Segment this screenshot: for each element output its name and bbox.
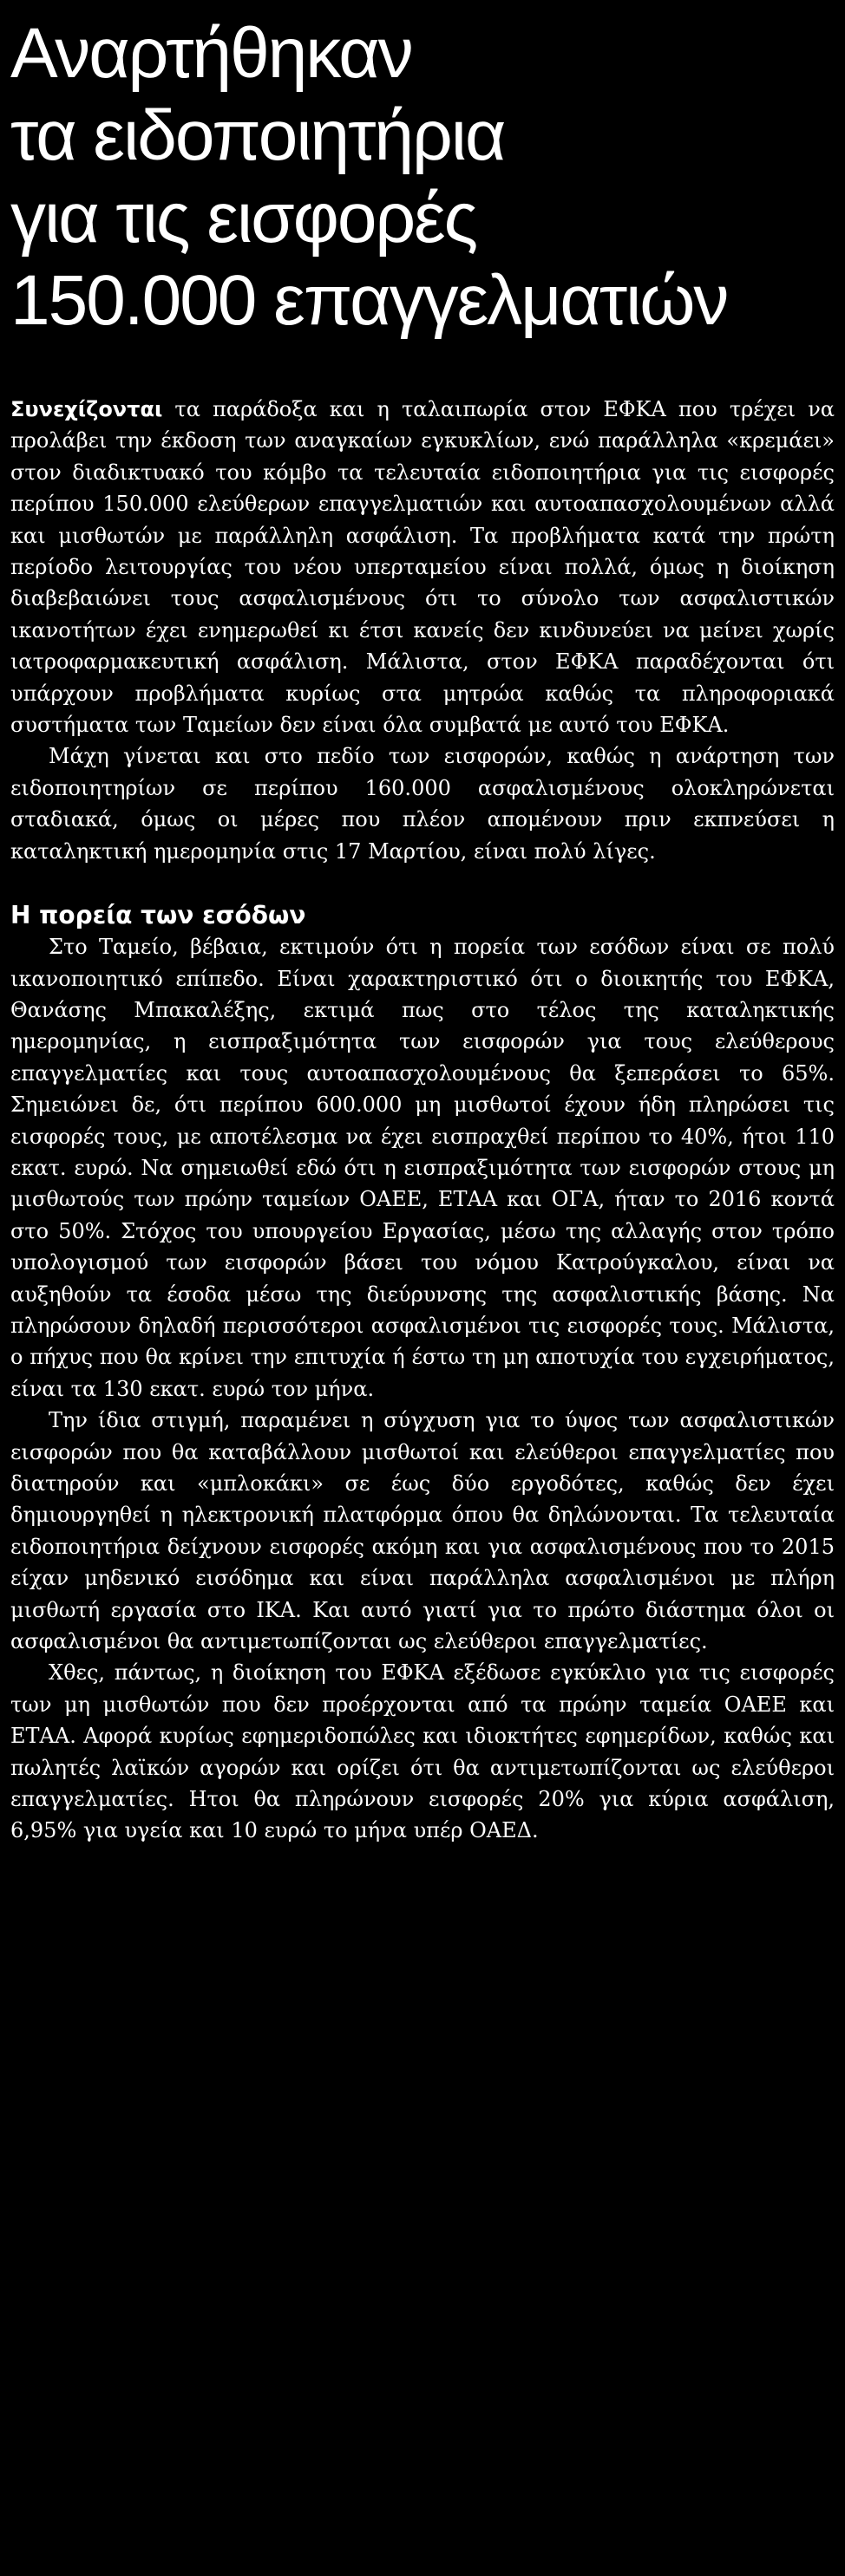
paragraph-circular: Χθες, πάντως, η διοίκηση του ΕΦΚΑ εξέδωσε εγκύκλιο για τις εισφορές των μη μισθωτών που δεν προέρχονται από τα πρώην ταμεία ΟΑΕΕ και ΕΤΑΑ. Αφορά κυρίως εφημεριδοπώλες και ιδιοκτήτες εφημερίδων, καθώς και πωλητές λαϊκών αγορών και ορίζει ότι θα αντιμετωπίζονται ως ελεύθεροι επαγγελματίες. Ητοι θα πληρώνουν εισφορές 20% για κύρια ασφάλιση, 6,95% για υγεία και 10 ευρώ το μήνα υπέρ ΟΑΕΔ. (10, 1660, 835, 1843)
headline-line: τα ειδοποιητήρια (10, 96, 505, 175)
paragraph-revenue: Στο Ταμείο, βέβαια, εκτιμούν ότι η πορεία των εσόδων είναι σε πολύ ικανοποιητικό επίπεδο. Είναι χαρακτηριστικό ότι ο διοικητής του ΕΦΚΑ, Θανάσης Μπακαλέξης, εκτιμά πως στο τέλος της καταληκτικής ημερομηνίας, η εισπραξιμότητα των εισφορών για τους ελεύθερους επαγγελματίες και τους αυτοαπασχολουμένους θα ξεπεράσει το 65%. Σημειώνει δε, ότι περίπου 600.000 μη μισθωτοί έχουν ήδη πληρώσει τις εισφορές τους, με αποτέλεσμα να έχει εισπραχθεί περίπου το 40%, ήτοι 110 εκατ. ευρώ. Να σημειωθεί εδώ ότι η εισπραξιμότητα των εισφορών στους μη μισθωτούς των πρώην ταμείων ΟΑΕΕ, ΕΤΑΑ και ΟΓΑ, ήταν το 2016 κοντά στο 50%. Στόχος του υπουργείου Εργασίας, μέσω της αλλαγής στον τρόπο υπολογισμού των εισφορών βάσει του νόμου Κατρούγκαλου, είναι να αυξηθούν τα έσοδα μέσω της διεύρυνσης της ασφαλιστικής βάσης. Να πληρώσουν δηλαδή περισσότεροι ασφαλισμένοι τις εισφορές τους. Μάλιστα, ο πήχυς που θα κρίνει την επιτυχία ή έστω τη μη αποτυχία του εγχειρήματος, είναι τα 130 εκατ. ευρώ τον μήνα. (10, 935, 835, 1401)
paragraph-intro (10, 394, 835, 740)
lead-word: Συνεχίζονται (10, 397, 163, 421)
paragraph-intro-text: τα παράδοξα και η ταλαιπωρία στον ΕΦΚΑ που τρέχει να προλάβει την έκδοση των αναγκαίων εγκυκλίων, ενώ παράλληλα «κρεμάει» στον διαδικτυακό του κόμβο τα τελευταία ειδοποιητήρια για τις εισφορές περίπου 150.000 ελεύθερων επαγγελματιών και αυτοαπασχολουμένων αλλά και μισθωτών με παράλληλη ασφάλιση. Τα προβλήματα κατά την πρώτη περίοδο λειτουργίας του νέου υπερταμείου είναι πολλά, όμως η διοίκηση διαβεβαιώνει τους ασφαλισμένους ότι το σύνολο των ασφαλιστικών ικανοτήτων έχει ενημερωθεί κι έτσι κανείς δεν κινδυνεύει να μείνει χωρίς ιατροφαρμακευτική ασφάλιση. Μάλιστα, στον ΕΦΚΑ παραδέχονται ότι υπάρχουν προβλήματα κυρίως στα μητρώα καθώς τα πληροφοριακά συστήματα των Ταμείων δεν είναι όλα συμβατά με αυτό του ΕΦΚΑ. (10, 397, 835, 738)
headline-line: για τις εισφορές (10, 179, 477, 258)
article-body (10, 394, 835, 1847)
paragraph-confusion: Την ίδια στιγμή, παραμένει η σύγχυση για το ύψος των ασφαλιστικών εισφορών που θα καταβάλλουν μισθωτοί και ελεύθεροι επαγγελματίες που διατηρούν και «μπλοκάκι» σε έως δύο εργοδότες, καθώς δεν έχει δημιουργηθεί η ηλεκτρονική πλατφόρμα όπου θα δηλώνονται. Τα τελευταία ειδοποιητήρια δείχνουν εισφορές ακόμη και για ασφαλισμένους που το 2015 είχαν μηδενικό εισόδημα και είναι παράλληλα ασφαλισμένοι με πλήρη μισθωτή εργασία στο ΙΚΑ. Και αυτό γιατί για το πρώτο διάστημα όλοι οι ασφαλισμένοι θα αντιμετωπίζονται ως ελεύθεροι επαγγελματίες. (10, 1408, 835, 1654)
article (10, 12, 835, 1847)
subheading: Η πορεία των εσόδων (10, 901, 306, 930)
headline-line: 150.000 επαγγελματιών (10, 261, 728, 340)
headline-line: Αναρτήθηκαν (10, 14, 412, 93)
paragraph-contributions: Μάχη γίνεται και στο πεδίο των εισφορών, καθώς η ανάρτηση των ειδοποιητηρίων σε περίπου 160.000 ασφαλισμένους ολοκληρώνεται σταδιακά, όμως οι μέρες που πλέον απομένουν πριν εκπνεύσει η καταληκτική ημερομηνία στις 17 Μαρτίου, είναι πολύ λίγες. (10, 744, 835, 864)
headline (10, 12, 835, 342)
